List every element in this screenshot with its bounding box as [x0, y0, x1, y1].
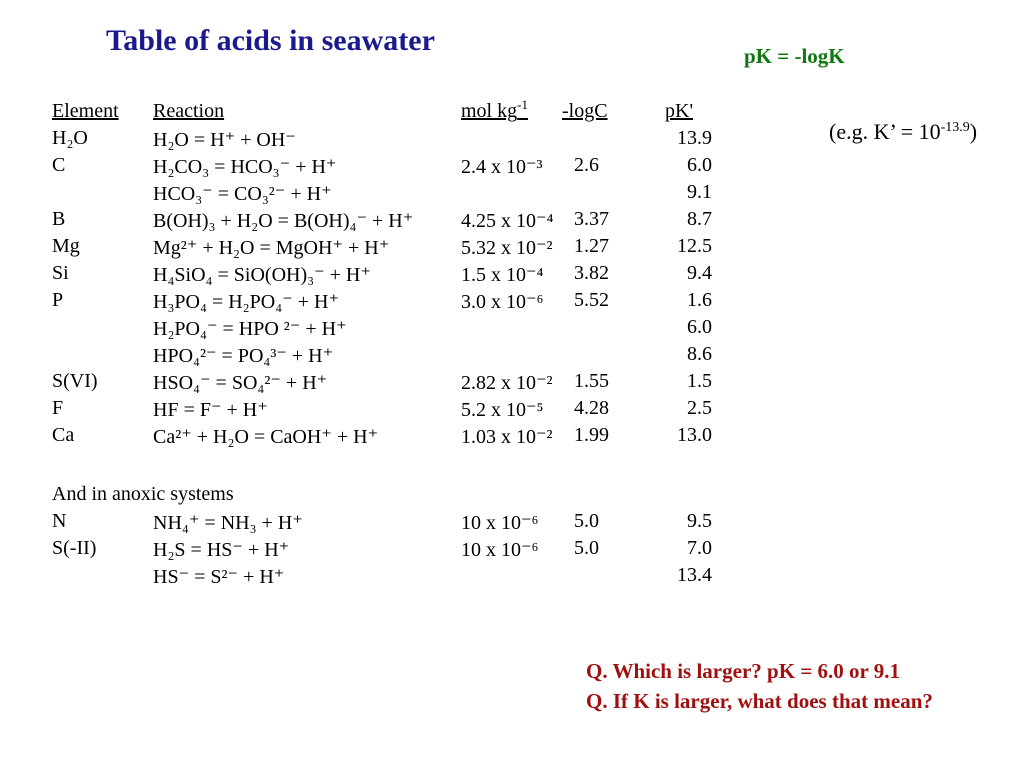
row-logc: 2.6 — [574, 154, 599, 176]
row-reaction: HS⁻ = S²⁻ + H⁺ — [153, 566, 285, 588]
row-element: F — [52, 397, 64, 419]
row-element: N — [52, 510, 67, 532]
row-logc: 1.55 — [574, 370, 609, 392]
row-logc: 4.28 — [574, 397, 609, 419]
row-concentration: 2.4 x 10⁻³ — [461, 156, 543, 178]
example-exponent: -13.9 — [940, 120, 970, 135]
row-reaction: HF = F⁻ + H⁺ — [153, 399, 268, 421]
question-1: Q. Which is larger? pK = 6.0 or 9.1 — [586, 659, 900, 683]
row-pk: 9.5 — [687, 510, 712, 532]
anoxic-heading-row — [52, 483, 752, 509]
table-row — [52, 343, 752, 369]
header-element: Element — [52, 100, 119, 122]
row-element: Ca — [52, 424, 75, 446]
header-mol-unit: mol kg — [461, 100, 518, 122]
row-concentration: 1.5 x 10⁻⁴ — [461, 264, 544, 286]
row-pk: 7.0 — [687, 537, 712, 559]
header-logc: -logC — [562, 100, 608, 122]
table-row — [52, 289, 752, 315]
table-row — [52, 154, 752, 180]
header-pk: pK' — [665, 100, 694, 122]
table-row — [52, 235, 752, 261]
row-reaction: H₂O = H⁺ + OH⁻ — [153, 129, 296, 151]
anoxic-heading: And in anoxic systems — [52, 483, 234, 505]
row-pk: 8.6 — [687, 343, 712, 365]
row-reaction: H₂S = HS⁻ + H⁺ — [153, 539, 290, 561]
row-concentration: 5.32 x 10⁻² — [461, 237, 553, 259]
row-pk: 12.5 — [677, 235, 712, 257]
row-logc: 3.37 — [574, 208, 609, 230]
table-row — [52, 397, 752, 423]
row-pk: 6.0 — [687, 316, 712, 338]
example-suffix: ) — [969, 119, 978, 144]
table-row — [52, 537, 752, 563]
row-reaction: HPO₄²⁻ = PO₄³⁻ + H⁺ — [153, 345, 334, 367]
table-row — [52, 370, 752, 396]
row-pk: 8.7 — [687, 208, 712, 230]
row-reaction: HCO₃⁻ = CO₃²⁻ + H⁺ — [153, 183, 332, 205]
table-row — [52, 262, 752, 288]
row-logc: 1.99 — [574, 424, 609, 446]
row-logc: 3.82 — [574, 262, 609, 284]
header-mol-exponent: -1 — [517, 97, 528, 112]
row-pk: 1.5 — [687, 370, 712, 392]
row-element: B — [52, 208, 66, 230]
row-pk: 13.0 — [677, 424, 712, 446]
row-pk: 6.0 — [687, 154, 712, 176]
row-reaction: Mg²⁺ + H₂O = MgOH⁺ + H⁺ — [153, 237, 390, 259]
row-concentration: 10 x 10⁻⁶ — [461, 539, 539, 561]
row-reaction: B(OH)₃ + H₂O = B(OH)₄⁻ + H⁺ — [153, 210, 414, 232]
row-reaction: H₄SiO₄ = SiO(OH)₃⁻ + H⁺ — [153, 264, 371, 286]
row-concentration: 3.0 x 10⁻⁶ — [461, 291, 544, 313]
row-reaction: NH₄⁺ = NH₃ + H⁺ — [153, 512, 303, 534]
table-row — [52, 424, 752, 450]
row-element: C — [52, 154, 66, 176]
row-element: S(-II) — [52, 537, 97, 559]
row-element: P — [52, 289, 64, 311]
table-row — [52, 208, 752, 234]
header-reaction: Reaction — [153, 100, 225, 122]
row-concentration: 2.82 x 10⁻² — [461, 372, 553, 394]
row-element: Mg — [52, 235, 80, 257]
row-reaction: HSO₄⁻ = SO₄²⁻ + H⁺ — [153, 372, 328, 394]
row-concentration: 5.2 x 10⁻⁵ — [461, 399, 544, 421]
row-pk: 13.4 — [677, 564, 712, 586]
row-concentration: 4.25 x 10⁻⁴ — [461, 210, 554, 232]
row-pk: 9.4 — [687, 262, 712, 284]
table-row — [52, 181, 752, 207]
table-row — [52, 127, 752, 153]
pk-definition: pK = -logK — [744, 44, 845, 68]
row-reaction: Ca²⁺ + H₂O = CaOH⁺ + H⁺ — [153, 426, 379, 448]
row-reaction: H₂CO₃ = HCO₃⁻ + H⁺ — [153, 156, 337, 178]
row-concentration: 1.03 x 10⁻² — [461, 426, 553, 448]
question-2: Q. If K is larger, what does that mean? — [586, 689, 933, 713]
row-logc: 5.0 — [574, 537, 599, 559]
table-row — [52, 564, 752, 590]
page-title: Table of acids in seawater — [106, 24, 435, 57]
row-logc: 5.0 — [574, 510, 599, 532]
row-pk: 2.5 — [687, 397, 712, 419]
example-note — [829, 119, 977, 145]
row-reaction: H₃PO₄ = H₂PO₄⁻ + H⁺ — [153, 291, 340, 313]
row-element: S(VI) — [52, 370, 98, 392]
table-row — [52, 316, 752, 342]
header-mol — [461, 97, 528, 123]
row-element: H₂O — [52, 127, 88, 149]
row-element: Si — [52, 262, 69, 284]
example-prefix: (e.g. K — [829, 119, 890, 144]
row-logc: 5.52 — [574, 289, 609, 311]
example-prime: ’ — [889, 119, 896, 144]
row-pk: 9.1 — [687, 181, 712, 203]
example-equals: = 10 — [895, 119, 941, 144]
row-pk: 13.9 — [677, 127, 712, 149]
table-row — [52, 510, 752, 536]
row-reaction: H₂PO₄⁻ = HPO ²⁻ + H⁺ — [153, 318, 347, 340]
row-concentration: 10 x 10⁻⁶ — [461, 512, 539, 534]
table-header-row — [52, 97, 752, 126]
row-pk: 1.6 — [687, 289, 712, 311]
row-logc: 1.27 — [574, 235, 609, 257]
